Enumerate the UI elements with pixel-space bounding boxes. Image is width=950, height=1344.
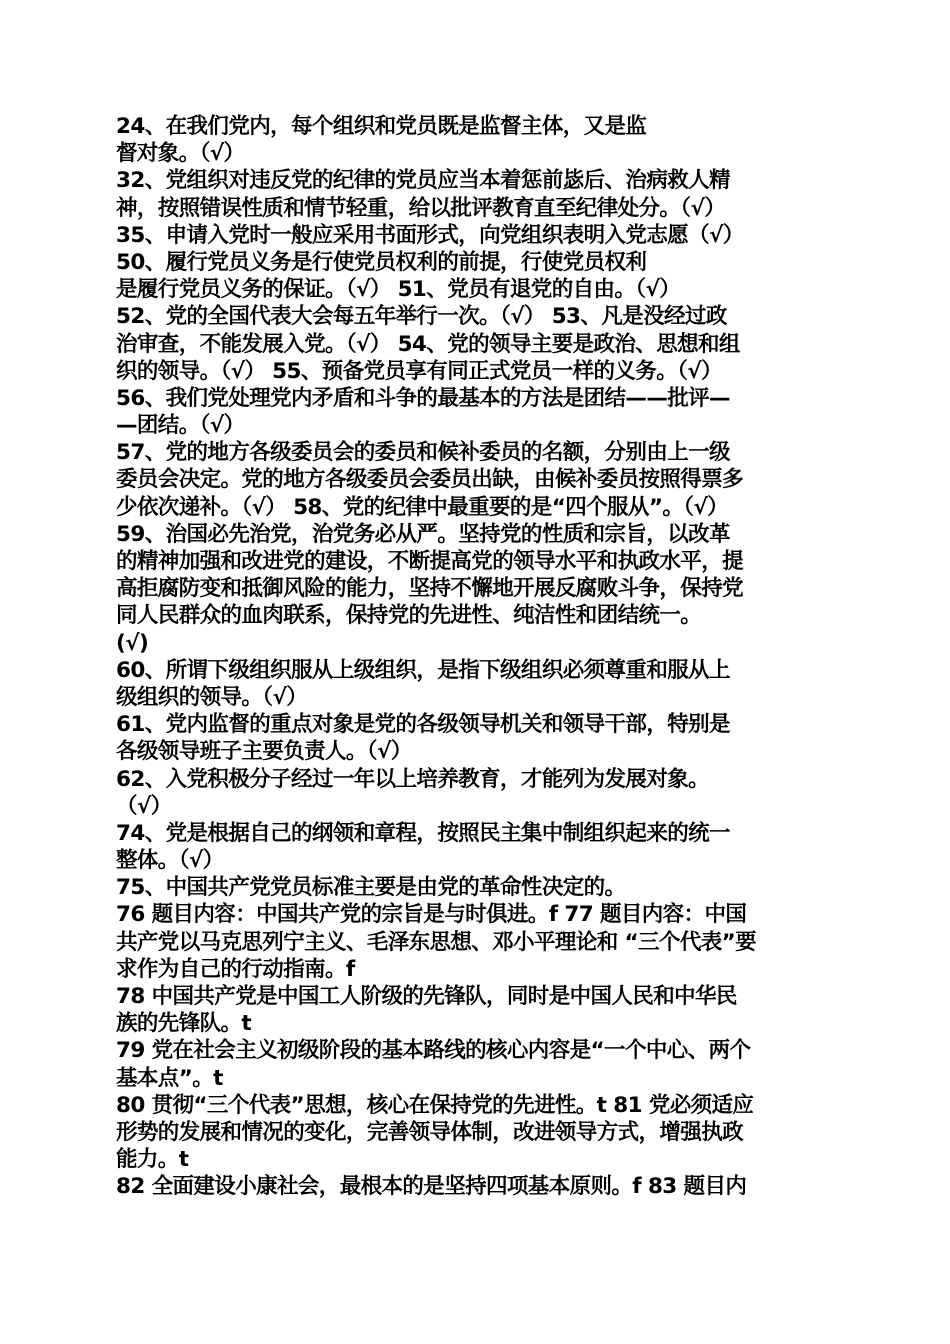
text-line: （√） [116,793,172,819]
text-line: 80 贯彻“三个代表”思想，核心在保持党的先进性。t 81 党必须适应 [116,1092,754,1118]
text-line: 50、履行党员义务是行使党员权利的前提，行使党员权利 [116,249,647,275]
text-line: 形势的发展和情况的变化，完善领导体制，改进领导方式，增强执政 [116,1119,744,1145]
text-line: 求作为自己的行动指南。f [116,956,355,982]
text-line: 60、所谓下级组织服从上级组织，是指下级组织必须尊重和服从上 [116,657,730,683]
text-line: (√) [116,630,149,656]
text-line: 74、党是根据自己的纲领和章程，按照民主集中制组织起来的统一 [116,820,730,846]
text-line: 32、党组织对违反党的纪律的党员应当本着惩前毖后、治病救人精 [116,168,730,194]
text-line: 基本点”。t [116,1065,223,1091]
text-line: 59、治国必先治党，治党务必从严。坚持党的性质和宗旨，以改革 [116,521,730,547]
text-line: 神，按照错误性质和情节轻重，给以批评教育直至纪律处分。（√） [116,195,726,221]
text-line: 同人民群众的血肉联系，保持党的先进性、纯洁性和团结统一。 [116,603,702,629]
text-line: 各级领导班子主要负责人。（√） [116,739,412,765]
text-line: 61、党内监督的重点对象是党的各级领导机关和领导干部，特别是 [116,712,730,738]
text-line: 35、申请入党时一般应采用书面形式，向党组织表明入党志愿（√） [116,222,744,248]
text-line: 能力。t [116,1147,189,1173]
text-line: 24、在我们党内，每个组织和党员既是监督主体，又是监 [116,114,647,139]
text-line: 委员会决定。党的地方各级委员会委员出缺，由候补委员按照得票多 [116,467,744,493]
text-line: 整体。（√） [116,848,224,874]
text-line: 高拒腐防变和抵御风险的能力，坚持不懈地开展反腐败斗争，保持党 [116,576,744,602]
text-line: 79 党在社会主义初级阶段的基本路线的核心内容是“一个中心、两个 [116,1038,751,1064]
text-line: 52、党的全国代表大会每五年举行一次。（√） 53、凡是没经过政 [116,304,727,330]
text-line: —团结。（√） [116,413,245,439]
text-line: 族的先锋队。t [116,1011,252,1037]
text-line: 督对象。（√） [116,141,245,167]
text-line: 78 中国共产党是中国工人阶级的先锋队，同时是中国人民和中华民 [116,984,737,1009]
document-page [116,113,846,1201]
text-line: 76 题目内容：中国共产党的宗旨是与时俱进。f 77 题目内容：中国 [116,902,747,928]
text-line: 少依次递补。（√） 58、党的纪律中最重要的是“四个服从”。（√） [116,494,729,520]
text-line: 62、入党积极分子经过一年以上培养教育，才能列为发展对象。 [116,766,710,792]
text-line: 共产党以马克思列宁主义、毛泽东思想、邓小平理论和 “三个代表”要 [116,929,757,955]
text-line: 织的领导。（√） 55、预备党员享有同正式党员一样的义务。（√） [116,358,722,384]
text-line: 57、党的地方各级委员会的委员和候补委员的名额，分别由上一级 [116,440,730,466]
text-line: 是履行党员义务的保证。（√） 51、党员有退党的自由。（√） [116,277,681,303]
text-line: 的精神加强和改进党的建设，不断提高党的领导水平和执政水平，提 [116,549,744,574]
text-line: 56、我们党处理党内矛盾和斗争的最基本的方法是团结——批评— [116,385,730,411]
text-line: 级组织的领导。（√） [116,684,308,710]
text-line: 82 全面建设小康社会，最根本的是坚持四项基本原则。f 83 题目内 [116,1174,747,1200]
text-line: 治审查，不能发展入党。（√） 54、党的领导主要是政治、思想和组 [116,331,740,357]
text-line: 75、中国共产党党员标准主要是由党的革命性决定的。 [116,875,626,901]
